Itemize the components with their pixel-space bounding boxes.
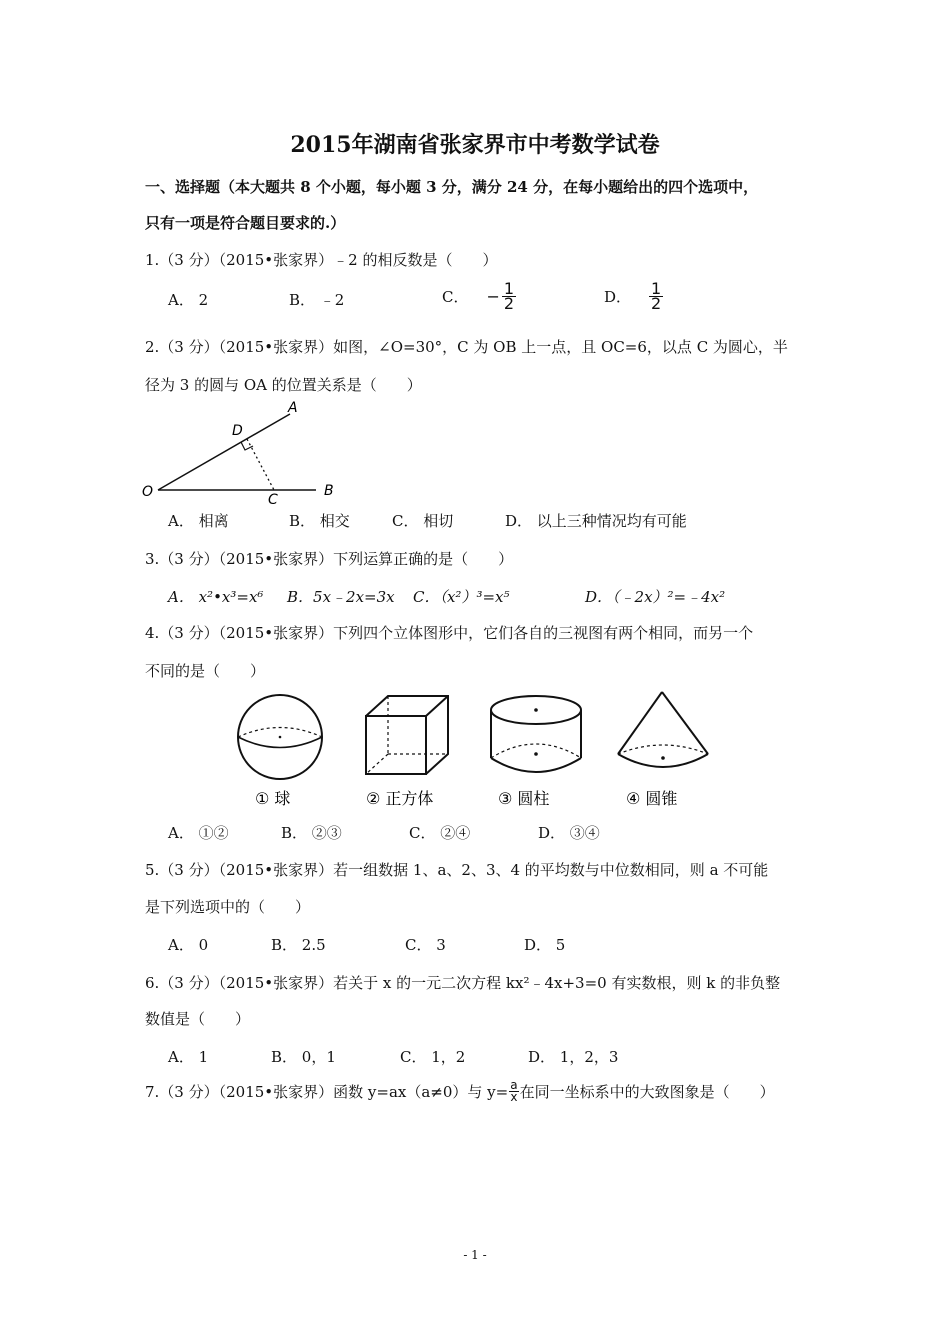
q5-option-d: D． 5 bbox=[524, 936, 566, 954]
q3-option-b: B．5x﹣2x=3x bbox=[287, 588, 395, 606]
question-4-stem: 4.（3 分）（2015•张家界）下列四个立体图形中，它们各自的三视图有两个相同，而另一个 bbox=[145, 624, 754, 642]
q6-option-c: C． 1，2 bbox=[400, 1048, 466, 1066]
label-o: O bbox=[142, 484, 154, 500]
label-b: B bbox=[324, 483, 334, 499]
ray-oa bbox=[158, 414, 290, 490]
q2-option-d: D． 以上三种情况均有可能 bbox=[505, 512, 687, 530]
q4-option-c: C． ②④ bbox=[409, 824, 471, 842]
q1-option-b: B． ﹣2 bbox=[289, 291, 345, 309]
question-2-stem: 2.（3 分）（2015•张家界）如图，∠O=30°，C 为 OB 上一点，且 OC=6，以点 C 为圆心，半 bbox=[145, 338, 788, 356]
q1-option-c-label: C． bbox=[442, 288, 469, 306]
q5-option-c: C． 3 bbox=[405, 936, 446, 954]
q3-option-c: C．（x²）³=x⁵ bbox=[413, 588, 510, 606]
fraction-denominator: x bbox=[510, 1090, 518, 1104]
q3-option-d: D．（﹣2x）²=﹣4x² bbox=[585, 588, 726, 606]
question-1-stem: 1.（3 分）（2015•张家界）﹣2 的相反数是（ ） bbox=[145, 251, 498, 269]
q2-option-b: B． 相交 bbox=[289, 512, 350, 530]
section-heading: 一、选择题（本大题共 8 个小题，每小题 3 分，满分 24 分，在每小题给出的四个选项中， bbox=[145, 178, 759, 196]
solid-figures bbox=[230, 688, 720, 812]
question-5-stem-cont: 是下列选项中的（ ） bbox=[145, 898, 311, 916]
q4-option-d: D． ③④ bbox=[538, 824, 600, 842]
sphere-figure bbox=[238, 695, 322, 779]
q2-option-a: A． 相离 bbox=[168, 512, 229, 530]
question-6-stem: 6.（3 分）（2015•张家界）若关于 x 的一元二次方程 kx²﹣4x+3=0 有实数根，则 k 的非负整 bbox=[145, 974, 781, 992]
q7-stem-post: 在同一坐标系中的大致图象是（ ） bbox=[519, 1083, 775, 1101]
fraction-numerator: 1 bbox=[651, 279, 662, 298]
q5-option-b: B． 2.5 bbox=[271, 936, 326, 954]
label-a: A bbox=[288, 400, 298, 416]
cone-figure bbox=[618, 692, 708, 767]
shape-label-cube: ② 正方体 bbox=[366, 789, 434, 808]
q6-option-a: A． 1 bbox=[168, 1048, 209, 1066]
q7-fraction bbox=[509, 1080, 518, 1103]
question-5-stem: 5.（3 分）（2015•张家界）若一组数据 1、a、2、3、4 的平均数与中位数相同，则 a 不可能 bbox=[145, 861, 769, 879]
question-4-stem-cont: 不同的是（ ） bbox=[145, 662, 266, 680]
q4-option-b: B． ②③ bbox=[281, 824, 342, 842]
q2-option-c: C． 相切 bbox=[392, 512, 454, 530]
fraction-numerator: 1 bbox=[503, 279, 515, 298]
q1-option-d-fraction bbox=[649, 279, 663, 313]
fraction-denominator: 2 bbox=[503, 294, 515, 313]
angle-figure bbox=[140, 398, 350, 506]
q1-option-d bbox=[604, 279, 663, 313]
label-c: C bbox=[268, 492, 278, 506]
section-heading-cont: 只有一项是符合题目要求的.） bbox=[145, 214, 346, 232]
fraction-denominator: 2 bbox=[651, 294, 662, 313]
page-title: 2015年湖南省张家界市中考数学试卷 bbox=[290, 132, 660, 158]
q7-stem-pre: 7.（3 分）（2015•张家界）函数 y=ax（a≠0）与 y= bbox=[145, 1083, 509, 1101]
q6-option-d: D． 1，2，3 bbox=[528, 1048, 619, 1066]
q3-option-a: A． x²•x³=x⁶ bbox=[168, 588, 264, 606]
q1-option-c bbox=[442, 279, 516, 313]
q1-option-c-minus: − bbox=[486, 287, 500, 306]
q1-option-a: A． 2 bbox=[168, 291, 209, 309]
cube-figure bbox=[366, 696, 448, 774]
q5-option-a: A． 0 bbox=[168, 936, 209, 954]
right-angle-mark bbox=[241, 442, 253, 450]
question-3-stem: 3.（3 分）（2015•张家界）下列运算正确的是（ ） bbox=[145, 550, 514, 568]
label-d: D bbox=[232, 423, 243, 439]
shape-label-cylinder: ③ 圆柱 bbox=[498, 789, 550, 808]
page-number: - 1 - bbox=[463, 1248, 487, 1262]
fraction-numerator: a bbox=[510, 1078, 518, 1092]
question-2-stem-cont: 径为 3 的圆与 OA 的位置关系是（ ） bbox=[145, 376, 422, 394]
q1-option-d-label: D． bbox=[604, 288, 632, 306]
cylinder-figure bbox=[491, 696, 581, 772]
shape-label-sphere: ① 球 bbox=[255, 789, 291, 808]
q1-option-c-fraction bbox=[502, 279, 516, 313]
q4-option-a: A． ①② bbox=[168, 824, 229, 842]
shape-label-cone: ④ 圆锥 bbox=[626, 789, 678, 808]
question-7-stem bbox=[145, 1080, 775, 1103]
question-6-stem-cont: 数值是（ ） bbox=[145, 1010, 251, 1028]
q6-option-b: B． 0，1 bbox=[271, 1048, 336, 1066]
